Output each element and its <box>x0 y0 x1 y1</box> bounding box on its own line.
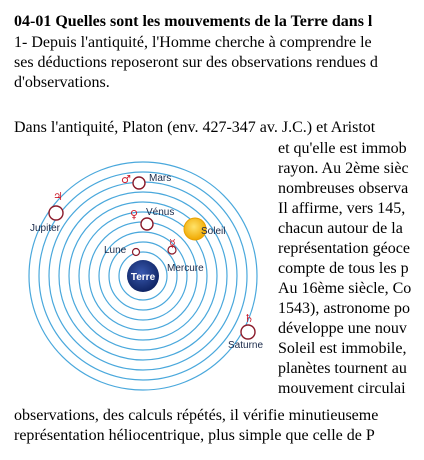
jupiter-icon <box>49 206 63 220</box>
mercury-label: Mercure <box>167 263 204 274</box>
earth-label: Terre <box>130 272 156 283</box>
wrap-line: Au 16ème siècle, Co <box>278 280 412 297</box>
intro-line-3: d'observations. <box>14 74 110 91</box>
intro-line-1: 1- Depuis l'antiquité, l'Homme cherche à comprendre le <box>14 34 372 51</box>
wrap-line: planètes tournent au <box>278 360 407 377</box>
bottom-line-1: observations, des calculs répétés, il vérifie minutieuseme <box>14 407 379 424</box>
venus-icon <box>141 218 153 230</box>
mars-label: Mars <box>149 173 172 184</box>
saturn-symbol: ♄ <box>244 312 254 325</box>
paragraph-line: Dans l'antiquité, Platon (env. 427-347 av. J.C.) et Aristot <box>14 119 376 136</box>
wrap-line: 1543), astronome po <box>278 300 410 317</box>
saturn-icon <box>241 325 255 339</box>
venus-symbol: ♀ <box>130 208 139 221</box>
intro-line-2: ses déductions reposeront sur des observations rendues d <box>14 54 378 71</box>
wrap-line: rayon. Au 2ème sièc <box>278 160 409 177</box>
wrap-line: développe une nouv <box>278 320 407 337</box>
wrap-line: et qu'elle est immob <box>278 140 407 157</box>
wrap-line: Il affirme, vers 145, <box>278 200 406 217</box>
jupiter-symbol: ♃ <box>53 190 63 203</box>
wrap-line: nombreuses observa <box>278 180 409 197</box>
jupiter-label: Jupiter <box>30 223 61 234</box>
section-heading: 04-01 Quelles sont les mouvements de la Terre dans l <box>14 13 373 30</box>
bottom-line-2: représentation héliocentrique, plus simple que celle de P <box>14 427 375 444</box>
moon-label: Lune <box>104 245 127 256</box>
wrap-line: Soleil est immobile, <box>278 340 407 357</box>
saturn-label: Saturne <box>228 340 264 351</box>
moon-icon <box>133 249 140 256</box>
wrap-line: mouvement circulai <box>278 380 406 397</box>
sun-label: Soleil <box>201 226 226 237</box>
geocentric-diagram-svg <box>12 149 278 403</box>
wrap-line: chacun autour de la <box>278 220 403 237</box>
mars-icon <box>133 177 145 189</box>
wrap-line: représentation géoce <box>278 240 410 257</box>
mars-symbol: ♂ <box>121 173 131 186</box>
mercury-symbol: ☿ <box>169 237 176 250</box>
wrap-line: compte de tous les p <box>278 260 409 277</box>
venus-label: Vénus <box>146 207 175 218</box>
geocentric-diagram <box>12 149 278 403</box>
